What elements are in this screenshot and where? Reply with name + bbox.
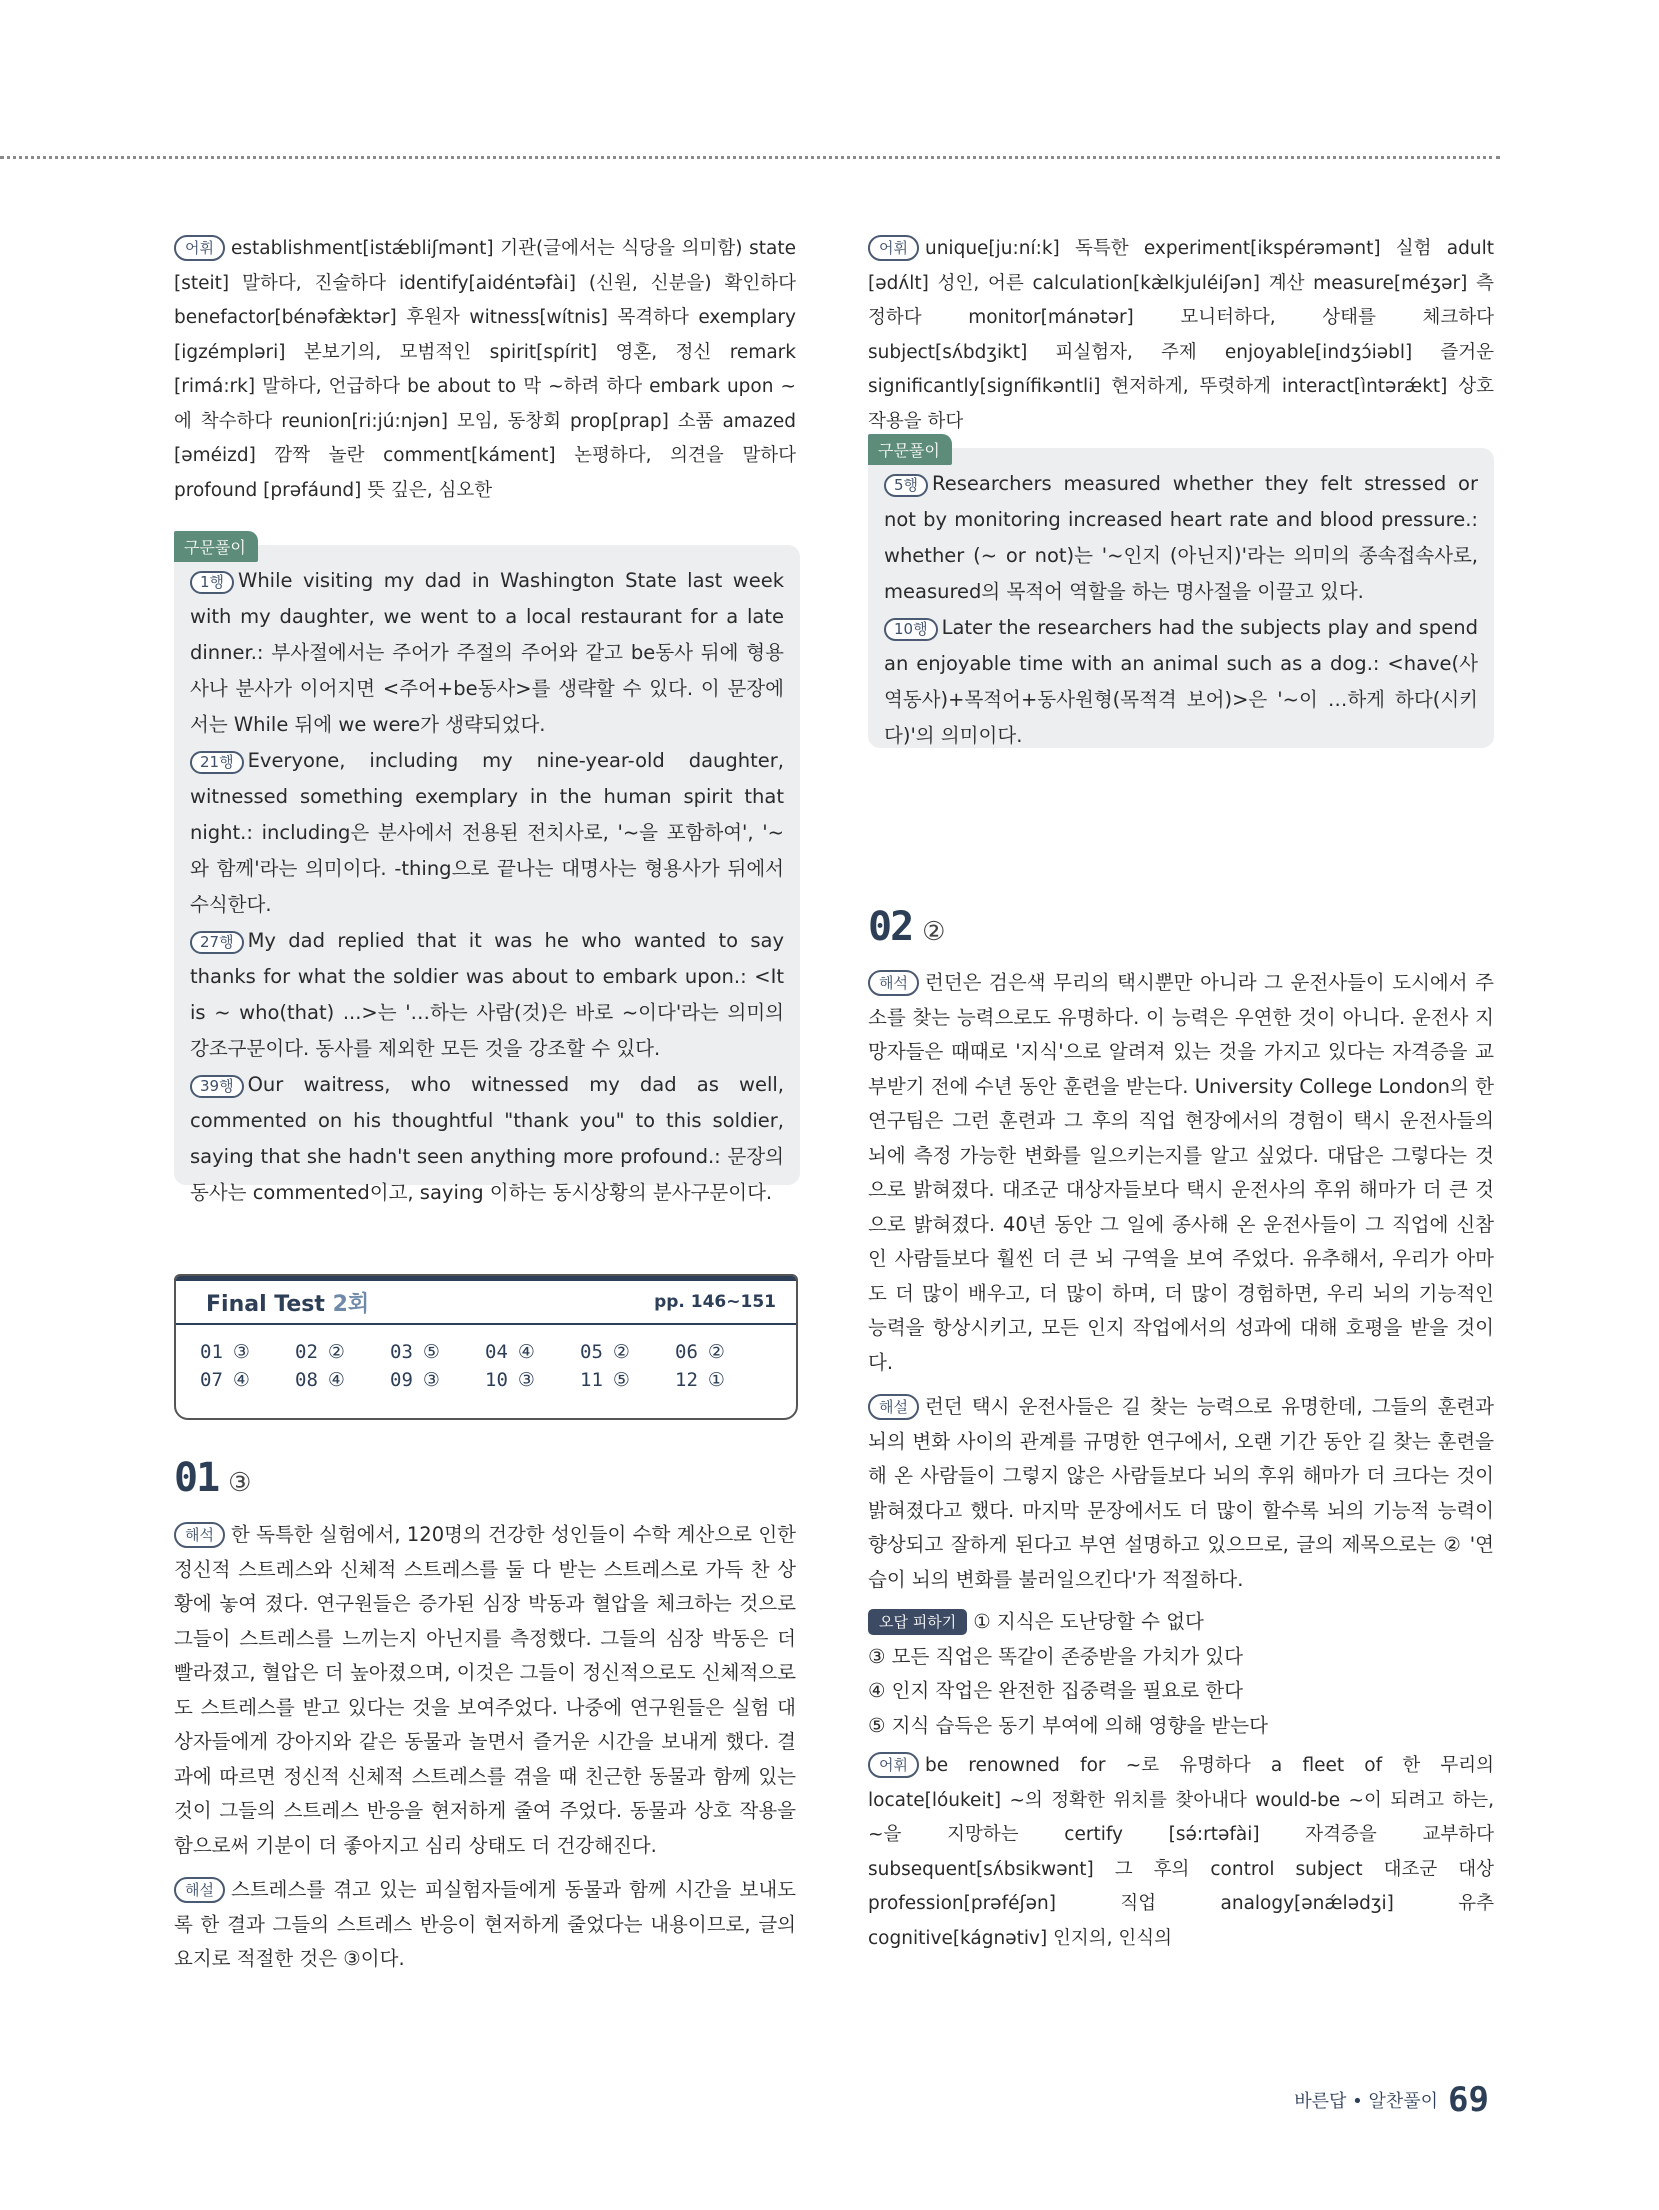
- vocab-text: establishment[istǽbliʃmənt] 기관(글에서는 식당을 의미함) state [steit] 말하다, 진술하다 identify[aidéntəfài] (신원, 신분을) 확인하다 benefactor[bénəfæ̀ktər] 후원자 witness[wítnis] 목격하다 exemplary [igzémpləri] 본보기의, 모범적인 spirit[spírit] 영혼, 정신 remark [rimá:rk] 말하다, 언급하다 be about to 막 ~하려 하다 embark upon ~에 착수하다 reunion[ri:jú:njən] 모임, 동창회 prop[prap] 소품 amazed [əméizd] 깜짝 놀란 comment[káment] 논평하다, 의견을 말하다 profound [prəfáund] 뜻 깊은, 심오한: [174, 238, 796, 501]
- syntax-box-right: [868, 441, 1494, 748]
- answer-cell: [295, 1369, 390, 1391]
- answer-number: 02: [295, 1341, 318, 1363]
- syntax-item: [884, 466, 1478, 610]
- answer-cell: [390, 1369, 485, 1391]
- wrong-item: ① 지식은 도난당할 수 없다: [973, 1610, 1204, 1633]
- answer-cell: [580, 1341, 675, 1363]
- vocab-right: [868, 232, 1494, 439]
- answer-number: 09: [390, 1369, 413, 1391]
- translation-text: 한 독특한 실험에서, 120명의 건강한 성인들이 수학 계산으로 인한 정신적 스트레스와 신체적 스트레스를 둘 다 받는 스트레스로 가득 찬 상황에 놓여 졌다. 연구원들은 증가된 심장 박동과 혈압을 체크하는 것으로 그들이 스트레스를 느끼는지 아닌지를 측정했다. 그들의 심장 박동은 더 빨라졌고, 혈압은 더 높아졌으며, 이것은 그들이 정신적으로도 신체적으로도 스트레스를 받고 있다는 것을 보여주었다. 나중에 연구원들은 실험 대상자들에게 강아지와 같은 동물과 놀면서 즐거운 시간을 보내게 했다. 결과에 따르면 정신적 신체적 스트레스를 겪을 때 친근한 동물과 함께 있는 것이 그들의 스트레스 반응을 현저하게 줄여 주었다. 동물과 상호 작용을 함으로써 기분이 더 좋아지고 심리 상태도 더 건강해진다.: [174, 1523, 796, 1857]
- syntax-text: My dad replied that it was he who wanted to say thanks for what the soldier was about to embark upon.: <It is ~ who(that) ...>는 '…하는 사람(것)은 바로 ~이다'라는 의미의 강조구문이다. 동사를 제외한 모든 것을 강조할 수 있다.: [190, 929, 784, 1060]
- translation-tag: 해석: [868, 970, 919, 996]
- syntax-text: Our waitress, who witnessed my dad as well, commented on his thoughtful "thank you" to this soldier, saying that she hadn't seen anything more profound.: 문장의 동사는 commented이고, saying 이하는 동시상황의 분사구문이다.: [190, 1073, 784, 1204]
- vocab-left: [174, 232, 796, 508]
- wrong-item: ③ 모든 직업은 똑같이 존중받을 가치가 있다: [868, 1644, 1243, 1668]
- line-number-badge: 5행: [884, 474, 928, 497]
- syntax-text: Everyone, including my nine-year-old daughter, witnessed something exemplary in the human spirit that night.: including은 분사에서 전용된 전치사로, '~을 포함하여', '~와 함께'라는 의미이다. -thing으로 끝나는 대명사는 형용사가 뒤에서 수식한다.: [190, 749, 784, 916]
- answer-choice: ⑤: [422, 1341, 440, 1363]
- answer-cell: [675, 1369, 770, 1391]
- top-dotted-rule: [0, 156, 1500, 159]
- explanation-text: 스트레스를 겪고 있는 피실험자들에게 동물과 함께 시간을 보내도록 한 결과 그들의 스트레스 반응이 현저하게 줄었다는 내용이므로, 글의 요지로 적절한 것은 ③이다.: [174, 1878, 796, 1970]
- vocab-tag: 어휘: [174, 235, 225, 261]
- question-02-body: [868, 966, 1494, 1956]
- syntax-item: [190, 743, 784, 923]
- answer-choice: ③: [517, 1369, 535, 1391]
- answer-number: 12: [675, 1369, 698, 1391]
- line-number-badge: 10행: [884, 618, 938, 641]
- answer-choice: ③: [232, 1341, 250, 1363]
- answer-number: 08: [295, 1369, 318, 1391]
- footer-label: 바른답 • 알찬풀이: [1294, 2091, 1439, 2112]
- vocab-text: be renowned for ~로 유명하다 a fleet of 한 무리의 locate[lóukeit] ~의 정확한 위치를 찾아내다 would-be ~이 되려고 하는, ~을 지망하는 certify [sə́:rtəfài] 자격증을 교부하다 subsequent[sʌ́bsikwənt] 그 후의 control subject 대조군 대상 profession[prəféʃən] 직업 analogy[ənǽlədʒi] 유추 cognitive[kágnətiv] 인지의, 인식의: [868, 1755, 1494, 1949]
- syntax-text: Later the researchers had the subjects play and spend an enjoyable time with an animal such as a dog.: <have(사역동사)+목적어+동사원형(목적격 보어)>은 '~이 …하게 하다(시키다)'의 의미이다.: [884, 616, 1478, 747]
- answer-number: 01: [200, 1341, 223, 1363]
- answer-choice: ④: [517, 1341, 535, 1363]
- answer-cell: [200, 1369, 295, 1391]
- answer-number: 11: [580, 1369, 603, 1391]
- syntax-item: [884, 610, 1478, 754]
- question-02-heading: 02 ②: [868, 904, 946, 950]
- wrong-answers: [868, 1605, 1494, 1743]
- syntax-item: [190, 1067, 784, 1211]
- page-footer: [1294, 2080, 1489, 2120]
- answer-choice: ①: [707, 1369, 725, 1391]
- page-number: 69: [1448, 2080, 1489, 2120]
- final-test-title: Final Test 2회: [206, 1291, 370, 1317]
- explanation-text: 런던 택시 운전사들은 길 찾는 능력으로 유명한데, 그들의 훈련과 뇌의 변화 사이의 관계를 규명한 연구에서, 오랜 기간 동안 길 찾는 훈련을 해 온 사람들이 그렇지 않은 사람들보다 뇌의 후위 해마가 더 크다는 것이 밝혀졌다고 했다. 마지막 문장에서도 더 많이 할수록 뇌의 기능적 능력이 향상되고 잘하게 된다고 부연 설명하고 있으므로, 글의 제목으로는 ② '연습이 뇌의 변화를 불러일으킨다'가 적절하다.: [868, 1395, 1494, 1591]
- answer-cell: [390, 1341, 485, 1363]
- answer-number: 05: [580, 1341, 603, 1363]
- answer-number: 04: [485, 1341, 508, 1363]
- translation-text: 런던은 검은색 무리의 택시뿐만 아니라 그 운전사들이 도시에서 주소를 찾는 능력으로도 유명하다. 이 능력은 우연한 것이 아니다. 운전사 지망자들은 때때로 '지식'으로 알려져 있는 것을 가지고 있다는 자격증을 교부받기 전에 수년 동안 훈련을 받는다. University College London의 한 연구팀은 그런 훈련과 그 후의 직업 현장에서의 경험이 택시 운전사들의 뇌에 측정 가능한 변화를 일으키는지를 알고 싶었다. 대답은 그렇다는 것으로 밝혀졌다. 대조군 대상자들보다 택시 운전사의 후위 해마가 더 큰 것으로 밝혀졌다. 40년 동안 그 일에 종사해 온 운전사들이 그 직업에 신참인 사람들보다 훨씬 더 큰 뇌 구역을 보여 주었다. 유추해서, 우리가 아마도 더 많이 배우고, 더 많이 하며, 더 많이 경험하면, 우리 뇌의 기능적인 능력을 항상시키고, 모든 인지 작업에서의 성과에 대해 호평을 받을 것이다.: [868, 971, 1494, 1374]
- syntax-tab: 구문풀이: [868, 434, 952, 465]
- answer-cell: [485, 1369, 580, 1391]
- answer-choice: ③: [422, 1369, 440, 1391]
- syntax-text: Researchers measured whether they felt stressed or not by monitoring increased heart rate and blood pressure.: whether (~ or not)는 '~인지 (아닌지)'라는 의미의 종속접속사로, measured의 목적어 역할을 하는 명사절을 이끌고 있다.: [884, 472, 1478, 603]
- answer-choice: ②: [612, 1341, 630, 1363]
- answer-cell: [485, 1341, 580, 1363]
- syntax-item: [190, 923, 784, 1067]
- question-01-body: [174, 1518, 796, 1977]
- syntax-text: While visiting my dad in Washington State last week with my daughter, we went to a local restaurant for a late dinner.: 부사절에서는 주어가 주절의 주어와 같고 be동사 뒤에 형용사나 분사가 이어지면 <주어+be동사>를 생략할 수 있다. 이 문장에서는 While 뒤에 we were가 생략되었다.: [190, 569, 784, 736]
- answer-choice: ⑤: [612, 1369, 630, 1391]
- vocab-tag: 어휘: [868, 235, 919, 261]
- question-01-heading: 01 ③: [174, 1455, 252, 1501]
- question-02: [868, 904, 1494, 950]
- vocab-tag: 어휘: [868, 1752, 919, 1778]
- wrong-tag: 오답 피하기: [868, 1609, 967, 1635]
- question-01: [174, 1455, 796, 1501]
- answer-number: 03: [390, 1341, 413, 1363]
- line-number-badge: 1행: [190, 571, 234, 594]
- final-test-box: [174, 1274, 798, 1420]
- answer-number: 07: [200, 1369, 223, 1391]
- answer-cell: [580, 1369, 675, 1391]
- syntax-tab: 구문풀이: [174, 531, 258, 562]
- answer-choice: ④: [327, 1369, 345, 1391]
- final-test-header: [176, 1276, 796, 1325]
- line-number-badge: 27행: [190, 931, 244, 954]
- wrong-item: ⑤ 지식 습득은 동기 부여에 의해 영향을 받는다: [868, 1713, 1268, 1737]
- syntax-box-left: [174, 538, 800, 1204]
- line-number-badge: 21행: [190, 751, 244, 774]
- explanation-tag: 해설: [868, 1394, 919, 1420]
- syntax-item: [190, 563, 784, 743]
- answer-cell: [295, 1341, 390, 1363]
- answer-choice: ④: [232, 1369, 250, 1391]
- answer-choice: ②: [707, 1341, 725, 1363]
- line-number-badge: 39행: [190, 1075, 244, 1098]
- answer-cell: [200, 1341, 295, 1363]
- vocab-text: unique[ju:ní:k] 독특한 experiment[ikspérəmənt] 실험 adult [ədʌ́lt] 성인, 어른 calculation[kæ̀lkjuléiʃən] 계산 measure[méʒər] 측정하다 monitor[mánətər] 모니터하다, 상태를 체크하다 subject[sʌ́bdʒikt] 피실험자, 주제 enjoyable[indʒɔ́iəbl] 즐거운 significantly[signífikəntli] 현저하게, 뚜렷하게 interact[ìntərǽkt] 상호 작용을 하다: [868, 238, 1494, 432]
- translation-tag: 해석: [174, 1522, 225, 1548]
- answer-number: 06: [675, 1341, 698, 1363]
- explanation-tag: 해설: [174, 1877, 225, 1903]
- final-test-answer-grid: [176, 1325, 796, 1391]
- final-test-pages: pp. 146~151: [654, 1292, 776, 1312]
- answer-choice: ②: [327, 1341, 345, 1363]
- answer-number: 10: [485, 1369, 508, 1391]
- answer-cell: [675, 1341, 770, 1363]
- wrong-item: ④ 인지 작업은 완전한 집중력을 필요로 한다: [868, 1679, 1243, 1702]
